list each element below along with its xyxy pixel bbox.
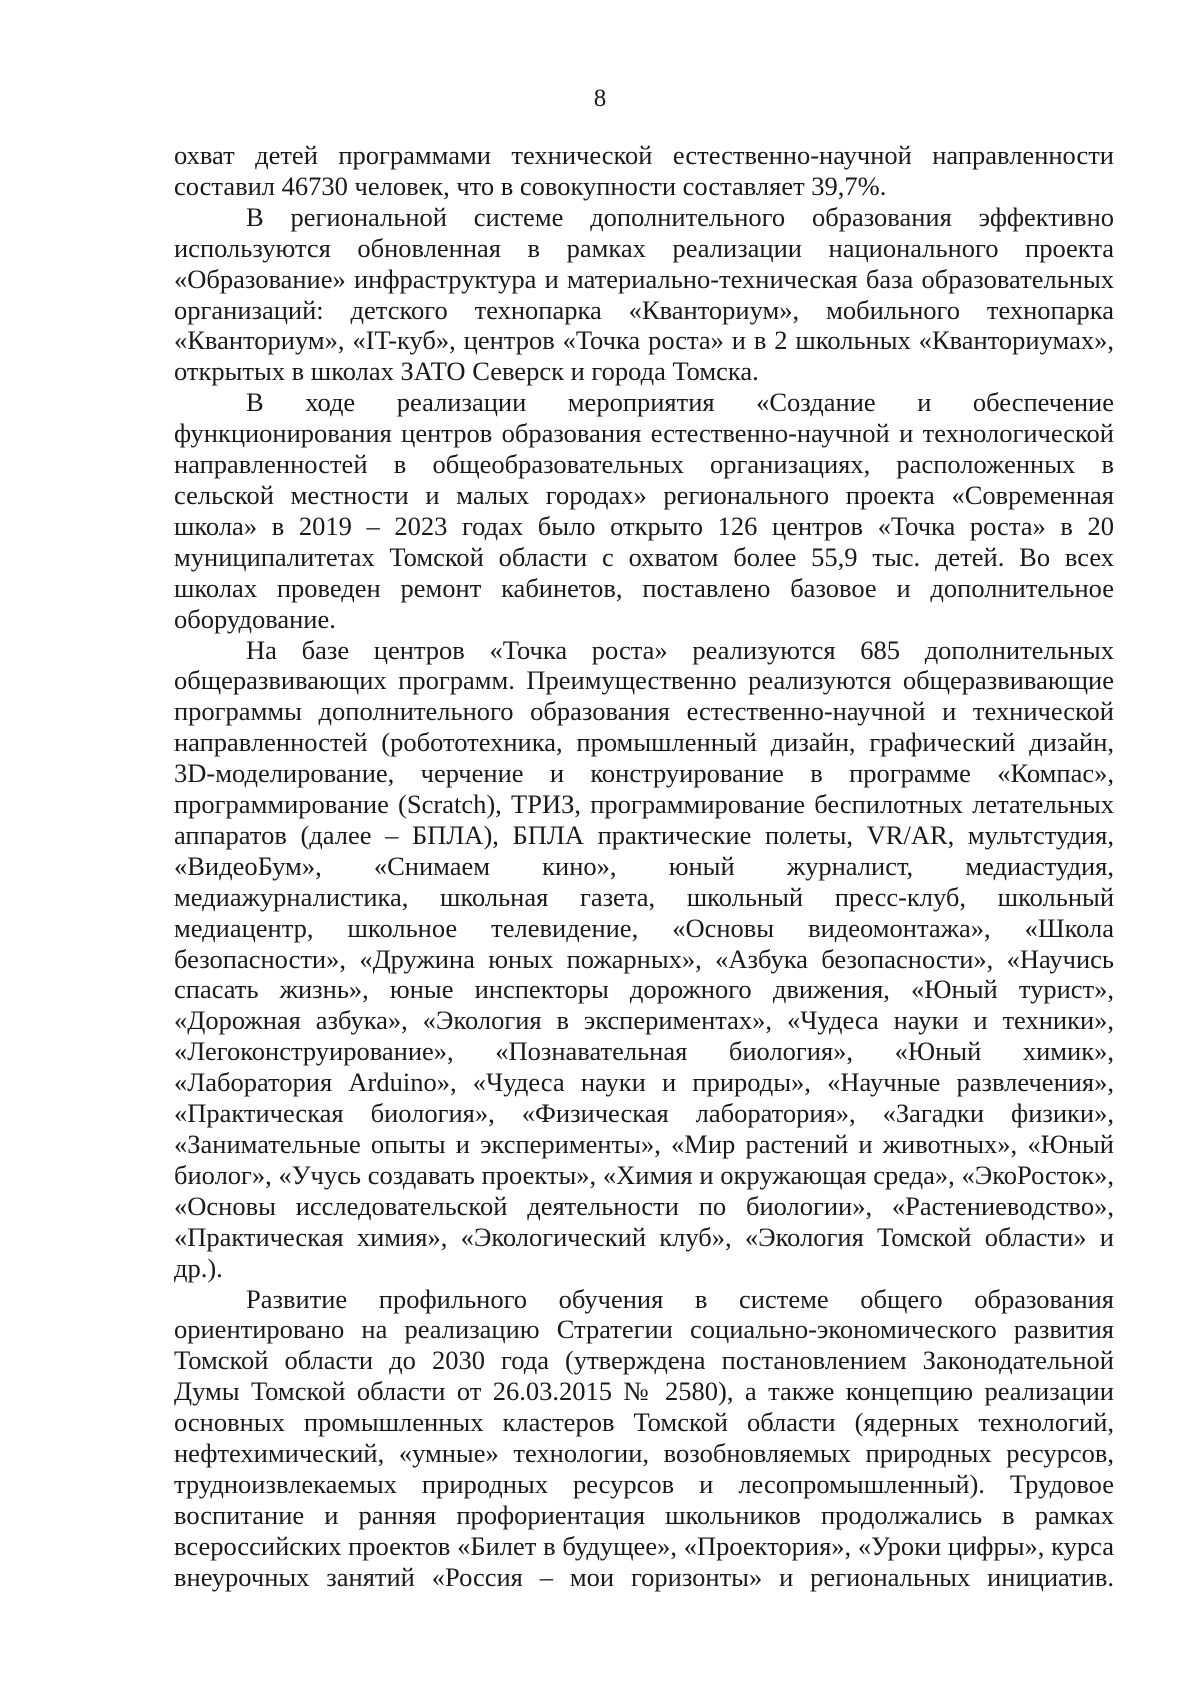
page-number: 8 — [593, 85, 607, 112]
paragraph-3: В ходе реализации мероприятия «Создание и обеспечение функционирования центров образования естественно-научной и технологической направленностей в общеобразовательных организациях, расположенных в сельской местности и малых городах» регионального проекта «Современная школа» в 2019 – 2023 годах было открыто 126 центров «Точка роста» в 20 муниципалитетах Томской области с охватом более 55,9 тыс. детей. Во всех школах проведен ремонт кабинетов, поставлено базовое и дополнительное оборудование. — [174, 387, 1114, 634]
document-body — [174, 140, 1114, 1593]
paragraph-2: В региональной системе дополнительного образования эффективно используются обновленная в рамках реализации национального проекта «Образование» инфраструктура и материально-техническая база образовательных организаций: детского технопарка «Кванториум», мобильного технопарка «Кванториум», «IT-куб», центров «Точка роста» и в 2 школьных «Кванториумах», открытых в школах ЗАТО Северск и города Томска. — [174, 201, 1114, 387]
paragraph-4: На базе центров «Точка роста» реализуются 685 дополнительных общеразвивающих программ. Преимущественно реализуются общеразвивающие программы дополнительного образования естественно-научной и технической направленностей (робототехника, промышленный дизайн, графический дизайн, 3D-моделирование, черчение и конструирование в программе «Компас», программирование (Scratch), ТРИЗ, программирование беспилотных летательных аппаратов (далее – БПЛА), БПЛА практические полеты, VR/AR, мультстудия, «ВидеоБум», «Снимаем кино», юный журналист, медиастудия, медиажурналистика, школьная газета, школьный пресс-клуб, школьный медиацентр, школьное телевидение, «Основы видеомонтажа», «Школа безопасности», «Дружина юных пожарных», «Азбука безопасности», «Научись спасать жизнь», юные инспекторы дорожного движения, «Юный турист», «Дорожная азбука», «Экология в экспериментах», «Чудеса науки и техники», «Легоконструирование», «Познавательная биология», «Юный химик», «Лаборатория Arduino», «Чудеса науки и природы», «Научные развлечения», «Практическая биология», «Физическая лаборатория», «Загадки физики», «Занимательные опыты и эксперименты», «Мир растений и животных», «Юный биолог», «Учусь создавать проекты», «Химия и окружающая среда», «ЭкоРосток», «Основы исследовательской деятельности по биологии», «Растениеводство», «Практическая химия», «Экологический клуб», «Экология Томской области» и др.). — [174, 634, 1114, 1283]
paragraph-5: Развитие профильного обучения в системе общего образования ориентировано на реализацию Стратегии социально-экономического развития Томской области до 2030 года (утверждена постановлением Законодательной Думы Томской области от 26.03.2015 № 2580), а также концепцию реализации основных промышленных кластеров Томской области (ядерных технологий, нефтехимический, «умные» технологии, возобновляемых природных ресурсов, трудноизвлекаемых природных ресурсов и лесопромышленный). Трудовое воспитание и ранняя профориентация школьников продолжались в рамках всероссийских проектов «Билет в будущее», «Проектория», «Уроки цифры», курса внеурочных занятий «Россия – мои горизонты» и региональных инициатив. — [174, 1283, 1114, 1592]
paragraph-1: охват детей программами технической естественно-научной направленности составил 46730 человек, что в совокупности составляет 39,7%. — [174, 140, 1114, 201]
